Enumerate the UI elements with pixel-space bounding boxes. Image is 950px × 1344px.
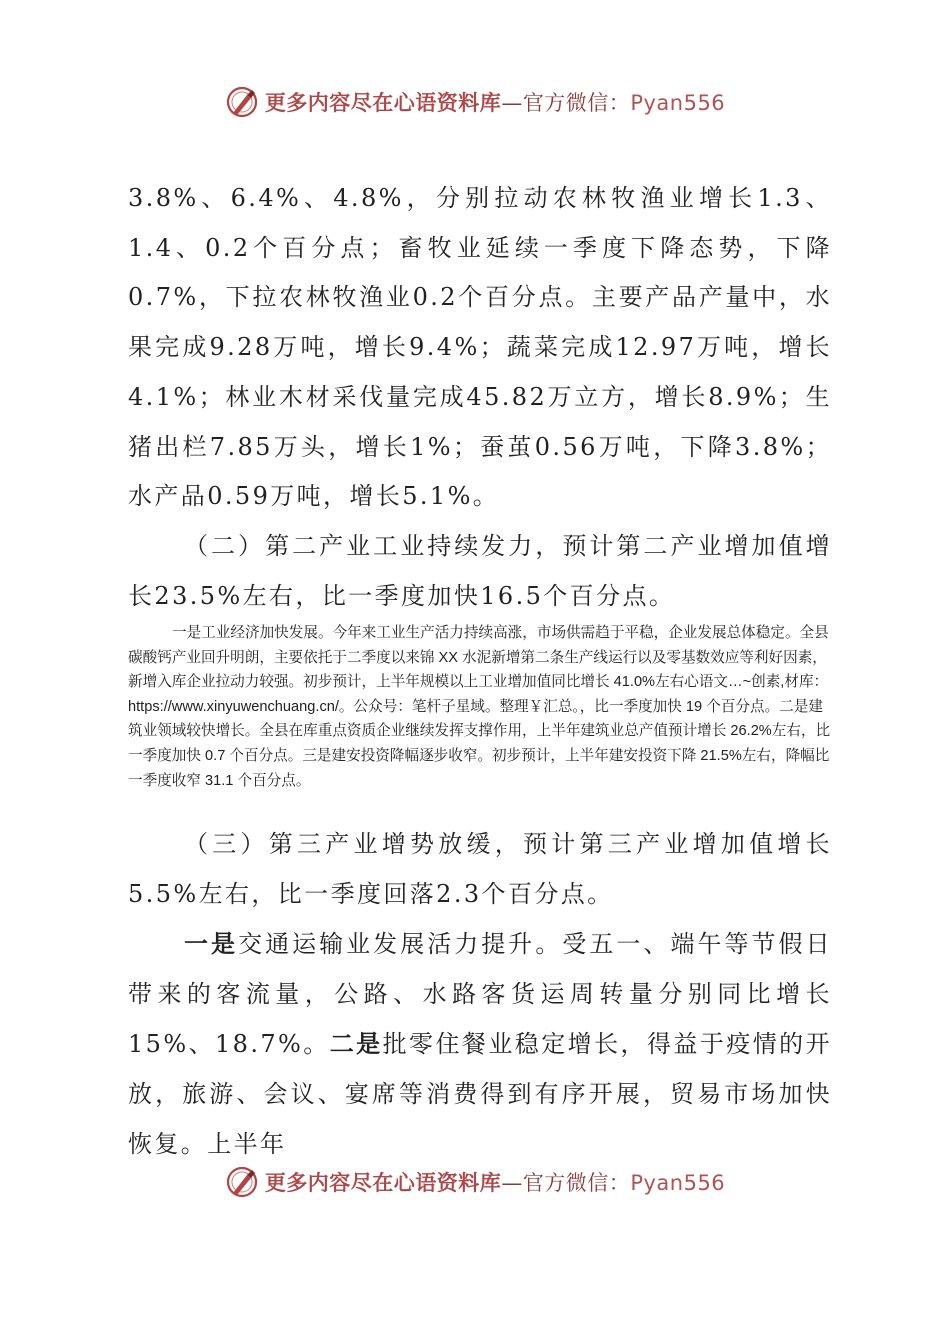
- paragraph-agriculture: 3.8%、6.4%、4.8%，分别拉动农林牧渔业增长1.3、1.4、0.2个百分点；畜牧业延续一季度下降态势，下降0.7%，下拉农林牧渔业0.2个百分点。主要产品产量中，水果完成9.28万吨，增长9.4%；蔬菜完成12.97万吨，增长4.1%；林业木材采伐量完成45.82万立方，增长8.9%；生猪出栏7.85万头，增长1%；蚕茧0.56万吨，下降3.8%；水产品0.59万吨，增长5.1%。: [128, 184, 832, 511]
- retail-catering-text: 批零住餐业稳定增长，得益于疫情的开放，旅游、会议、宴席等消费得到有序开展，贸易市场加快恢复。上半年: [128, 1030, 832, 1158]
- header-banner-title: 更多内容尽在心语资料库: [264, 91, 502, 115]
- paragraph-tertiary-industry-detail: [128, 919, 832, 1170]
- lead-phrase-first: 一是: [184, 929, 239, 958]
- header-banner-wechat-label: —官方微信：: [501, 91, 631, 115]
- header-banner: [0, 82, 950, 122]
- paragraph-tertiary-industry-heading: （三）第三产业增势放缓，预计第三产业增加值增长5.5%左右，比一季度回落2.3个百分点。: [128, 830, 832, 908]
- header-banner-wechat-id: Pyan556: [630, 91, 726, 115]
- footer-banner-wechat-id: Pyan556: [630, 1171, 726, 1195]
- pen-logo-icon: [225, 1165, 259, 1199]
- footer-banner: [0, 1162, 950, 1202]
- paragraph-secondary-industry-detail: 一是工业经济加快发展。今年来工业生产活力持续高涨，市场供需趋于平稳，企业发展总体稳定。全县碳酸钙产业回升明朗，主要依托于二季度以来锦 XX 水泥新增第二条生产线运行以及零基数效应等利好因素，新增入库企业拉动力较强。初步预计，上半年规模以上工业增加值同比增长 41.0%左右心语文…~创素,材库：https://www.xinyuwenchuang.cn/。公众号：笔杆子星域。整理￥汇总。，比一季度加快 19 个百分点。二是建筑业领域较快增长。全县在库重点资质企业继续发挥支撑作用，上半年建筑业总产值预计增长 26.2%左右，比一季度加快 0.7 个百分点。三是建安投资降幅逐步收窄。初步预计，上半年建安投资下降 21.5%左右，降幅比一季度收窄 31.1 个百分点。: [128, 625, 831, 789]
- footer-banner-title: 更多内容尽在心语资料库: [264, 1171, 502, 1195]
- paragraph-secondary-industry-heading: （二）第二产业工业持续发力，预计第二产业增加值增长23.5%左右，比一季度加快16.5个百分点。: [128, 532, 832, 610]
- transport-text: 交通运输业发展活力提升。受五一、端午等节假日带来的客流量，公路、水路客货运周转量分别同比增长15%、18.7%。: [128, 930, 832, 1059]
- lead-phrase-second: 二是: [329, 1029, 383, 1059]
- footer-banner-text: [265, 1167, 725, 1197]
- pen-logo-icon: [225, 85, 259, 119]
- footer-banner-wechat-label: —官方微信：: [501, 1171, 631, 1195]
- header-banner-text: [265, 87, 725, 117]
